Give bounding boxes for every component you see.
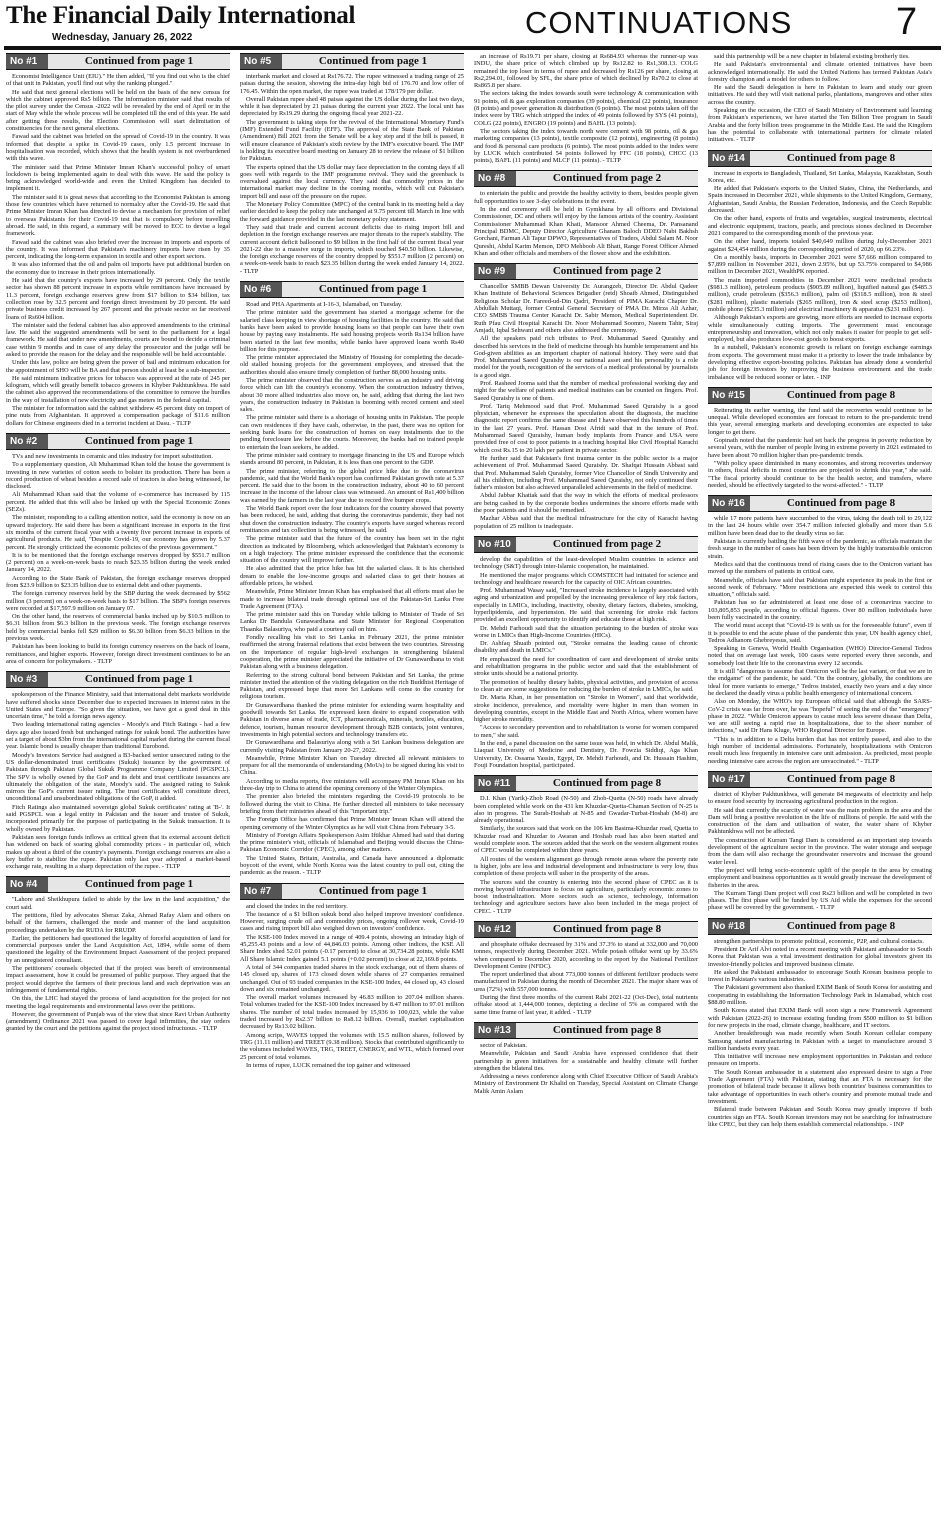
story-paragraph: In the end ceremony will be held in Gymkhana by all officers and Divisional Commissioner, DC and others will enjoy by the famous artists of the country. Assistant Commissioner Muhammad Khan Khati, Mansoor Ahmed Cheema, Dr. Pansanand Principal BDMC, Deputy Director Agriculture Ghanam Baloch DDEO Nabi Bakhsh Gorchani, Farman Ali Tapur DPWO, Representatives of Traders, Abdul Salam M. Noor Qureshi, Abdul Karim Memon, DFO Mehboob Ali Bhatt, Range Forest Officer Ahmed Khan and other officials and members of the flower show and the exhibition. <box>474 206 698 257</box>
story-number: No #1 <box>6 54 48 69</box>
story-paragraph: Economist Intelligence Unit (EIU)." He then added, "If you find out who is the chief of that unit in Pakistan, you'll find out why the ranking plunged." <box>6 73 230 88</box>
story <box>708 387 932 489</box>
story-paragraph: The experts opined that the US dollar may face depreciation in the coming days if all goes well with regards to the IMF programme revival. They said the greenback is overvalued against the local currency. They said that commodity prices in the international market may decline in the coming months, which will cut Pakistan's import bill and ease off the pressure on the rupee. <box>240 163 464 200</box>
column-4 <box>708 53 932 1525</box>
story-paragraph: Bilateral trade between Pakistan and South Korea may greatly improve if both countries sign an FTA. South Korean investors may not be searching for infrastructure like CPEC, but they can help them establish commercial relationships. - INP <box>708 1106 932 1128</box>
story-number: No #13 <box>474 1023 516 1038</box>
story-paragraph: The prime minister said there is a shortage of housing units in Pakistan. The people can own residences if they have cash, otherwise, in the past, there was no option for seeking bank loans for the construction of homes on easy instalments due to the pending foreclosure law before the courts. Moreover, the banks had no trained people to entertain the loan seekers, he added. <box>240 414 464 451</box>
story-paragraph: This initiative will increase new employment opportunities in Pakistan and reduce pressure on imports. <box>708 1053 932 1068</box>
story-number: No #8 <box>474 171 516 186</box>
story-paragraph: The South Korean ambassador in a statement also expressed desire to sign a Free Trade Agreement (FTA) with Pakistan, stating that an FTA is necessary for the promotion of bilateral trade because it allows both countries' business communities to take advantage of opportunities in each other's country and promote mutual trade and investment. <box>708 1068 932 1105</box>
story-paragraph: an increase of Rs19.71 per share, closing at Rs684.93 whereas the runner-up was INDU, the share price of which climbed up by Rs12.82 to Rs1,308.13. COLG remained the top loser in terms of rupee and decreased by Rs126 per share, closing at Rs2,294.01, followed by SFL, the share price of which declined by Rs70.2 to close at Rs865.8 per share. <box>474 53 698 90</box>
story-paragraph: He mentioned the major programs which COMSTECH had initiated for science and technology and healthcare research for the capacity of OIC African countries. <box>474 571 698 586</box>
story-paragraph: The report underlined that about 773,000 tonnes of different fertilizer products were manufactured in Pakistan during the month of December 2021. The major share was of urea (72%) with 557,000 tonnes. <box>474 971 698 993</box>
story-paragraph: He emphasized the need for coordination of care and development of stroke units and rehabilitation programs in the public sector and said that the establishment of stroke units should be a national priority. <box>474 655 698 678</box>
story-paragraph: According to the State Bank of Pakistan, the foreign exchange reserves dropped from $23.9 billion to $23.35 billion due to external debt and other payments. <box>6 574 230 589</box>
story-body <box>708 407 932 489</box>
story-paragraph: Meanwhile, officials have said that Pakistan might experience its peak in the first or second week of February. "More restrictions are expected this week to control this situation," officials said. <box>708 576 932 599</box>
story <box>708 771 932 912</box>
story-paragraph: During the first three months of the current Rabi 2021-22 (Oct-Dec), total nutrients offtake stood at 1,444,000 tonnes, depicting a decline of 5% as compared with the same time frame of last year, it added. - TLTP <box>474 994 698 1016</box>
story <box>474 921 698 1016</box>
story-paragraph: Among scrips, WAVES topped the volumes with 15.5 million shares, followed by TRG (11.11 million) and TREET (9.38 million). Stocks that contributed significantly to the volumes included WAVES, TRG, TREET, CNERGY, and WTL, which formed over 25 percent of total volumes. <box>240 1031 464 1061</box>
story-paragraph: Pakistan has been looking to build its foreign currency reserves on the back of loans, remittances, and higher exports. However, foreign direct investment continues to be an area of concern for policymakers. - TLTP <box>6 643 230 665</box>
story <box>240 281 464 877</box>
continued-from-label: Continued from page 8 <box>786 772 896 785</box>
page-number: 7 <box>896 1 918 43</box>
story-paragraph: The prime minister, referring to the global price hike due to the coronavirus pandemic, said that the World Bank's report has confirmed Pakistan growth rate at 5.37 percent. He said due to the boom in the construction industry, about 40 to 60 percent increase in the income of the labour class was witnessed. An amount of Rs1,400 billion was earned by the farmers in the last year due to record five bumper crops. <box>240 467 464 504</box>
story-paragraph: Meanwhile, Prime Minister Khan on Tuesday directed all relevant ministers to prepare for all the memoranda of understanding (MoUs) to be signed during his visit to China. <box>240 754 464 777</box>
story <box>6 433 230 665</box>
story-paragraph: Gopinath noted that the pandemic had set back the progress in poverty reduction by several years, with the number of people living in extreme poverty in 2021 estimated to have been about 70 million higher than pre-pandemic trends. <box>708 437 932 459</box>
story-paragraph: On the other hand, imports totaled $40,649 million during July-December 2021 against $24,454 million during the corresponding period of 2020, up 66.23%. <box>708 238 932 253</box>
story-paragraph: On a monthly basis, imports in December 2021 were $7,666 million compared to $7,899 million in November 2021, down 2.95%, but up 53.75% compared to $4,986 million in December 2021, WealthPK reported. <box>708 253 932 276</box>
story-paragraph: The government is taking steps for the revival of the International Monetary Fund's (IMF) Extended Fund Facility (EFF). The approval of the State Bank of Pakistan (Amendment) Bill 2021 from the Senate will be a key step and if the bill is passed, it will ensure clearance of Pakistan's sixth review by the IMF's executive board. The IMF is holding its executive board meeting on January 28 to review the release of $1 billion for Pakistan. <box>240 118 464 163</box>
story-paragraph: The construction of Kurram Tangi Dam is considered as an important step towards development of the agriculture sector in the province. The water storage and seepage from the dam will also recharge the groundwater reservoirs and increase the ground water level. <box>708 836 932 866</box>
story-body <box>6 73 230 427</box>
story-paragraph: "This is in addition to a Delta burden that has not entirely passed, and also to the high number of incidental admissions. Fortunately, hospitalizations with Omicron result much less frequently in intensive care unit admission. As predicted, most people needing intensive care across the region are unvaccinated." - TLTP <box>708 735 932 765</box>
story-header <box>708 495 932 512</box>
story-paragraph: The World Bank report over the four indicators for the country showed that poverty has been reduced, he said, adding that during the coronavirus pandemic, they had not shut down the construction industry. The country's exports have surged whereas record remittances and tax collection is being witnessed, he said. <box>240 505 464 534</box>
story-body <box>240 301 464 877</box>
continued-from-label: Continued from page 1 <box>84 55 194 67</box>
continued-from-label: Continued from page 8 <box>786 919 896 932</box>
masthead-rule <box>4 46 941 50</box>
story-paragraph: Fawad said the cabinet was also briefed over the increase in imports and exports of the country. It was informed that Pakistan's machinery imports have risen by 35 percent, indicating the long-term expansion in textile and other export sectors. <box>6 238 230 261</box>
story-paragraph: The minister for information said the cabinet withdrew 45 percent duty on import of pine nuts from Afghanistan. It approved a compensation package of $11.6 million dollars for Chinese engineers died in a terrorist incident at Dasu. - TLTP <box>6 405 230 427</box>
story-header <box>240 883 464 900</box>
story-paragraph: interbank market and closed at Rs176.72. The rupee witnessed a trading range of 25 paisas during the session, showing the intra-day high bid of 176.70 and low offer of 176.45. Within the open market, the rupee was traded at 178/179 per dollar. <box>240 73 464 95</box>
story-paragraph: However, the government of Punjab was of the view that since Ravi Urban Authority (amendment) Ordinance 2021 was passed to cover legal infirmities, the stay orders granted by the court and the petitions against the project stood infructuous. - TLTP <box>6 1010 230 1033</box>
story-number: No #15 <box>708 388 750 403</box>
story-body <box>474 190 698 257</box>
story-paragraph: On this, the LHC had stayed the process of land acquisition for the project for not meeting the legal requirements and environmental laws over the petitions. <box>6 995 230 1010</box>
story-paragraph: Speaking on the occasion, the CEO of Saudi Ministry of Environment said learning from Pakistan's experiences, we have started the Ten Billion Tree program in Saudi Arabia and the forty billion trees programme in the Middle East. He said the Kingdom has the potential to collaborate with international partners for climate related initiatives. - TLTP <box>708 107 932 144</box>
story-paragraph: In a nutshell, Pakistan's economic growth is reliant on foreign exchange earnings from exports. The government must make it a priority to lower the trade imbalance by developing effective export-boosting policies. Pakistan has already done a wonderful job for foreign investors by improving the business environment and the trade imbalance will be reduced sooner or later. - INP <box>708 344 932 381</box>
story-paragraph: He also admitted that the price hike has hit the salaried class. It is his cherished dream to enable the low-income groups and salaried class to get their houses at affordable prices, he wished. <box>240 565 464 587</box>
story-paragraph: The sectors taking the index towards north were cement with 98 points, oil & gas marketing companies (13 points), textile composite (12 points), engineering (8 points) and food & personal care products (6 points). The most points added to the index were by LUCK which contributed 54 points followed by FFC (18 points), CHCC (13 points), BAFL (11 points) and MLCF (11 points). - TLTP <box>474 127 698 165</box>
story-paragraph: The minister said it is great news that according to the Economist Pakistan is among those few countries which have returned to normalcy after the Covid-19. He said that Prime Minister Imran Khan has directed to devise a mechanism for provision of relief to overseas Pakistanis for their Covid-19 test that is compulsory before travelling abroad. He said, in this regard, a summary will be moved to ECC to devise a legal framework. <box>6 193 230 238</box>
story-paragraph: The prime minister said contrary to mortgage financing in the US and Europe which stands around 80 percent, in Pakistan, it is less than one percent to the GDP. <box>240 451 464 467</box>
story-paragraph: The prime minister observed that the construction serves as an industry and driving force which can lift the country's economy. When the construction industry thrives, about 30 more allied industries also move on, he said, adding that during the last two years, the construction industry in Pakistan is booming with record cement and steel sales. <box>240 376 464 414</box>
story-paragraph: Two leading international rating agencies - Moody's and Fitch Ratings - had a few days ago also issued fresh but unchanged ratings for sukuk bond. The authorities have set a target of about $3bn from the international capital market during the current fiscal year. Islamic bond is usually cheaper than traditional Eurobond. <box>6 721 230 751</box>
story-paragraph: Moody's Investors Service had assigned a B3-backed senior unsecured rating to the US dollar-denominated trust certificates (Sukuk) issuance by the government of Pakistan through Pakistan Global Sukuk Programme Company Limited (PGSPCL). The SPV is wholly owned by the GoP and its debt and trust certificate issuances are ultimately the obligation of the state, Moody's said. The assigned rating to Sukuk mirrors the GoP's current issuer rating. The trust certificates will constitute direct, unconditional and unsubordinated obligations of the GoP, it added. <box>6 751 230 803</box>
continued-from-label: Continued from page 8 <box>552 922 662 935</box>
story <box>474 775 698 915</box>
story-body <box>708 170 932 381</box>
story-paragraph: The Kurram Tangi Dam project will cost Rs23 billion and will be completed in two phases. The first phase will be funded by US Aid while the expenses for the second phase will be covered by the government. - TLTP <box>708 889 932 912</box>
story-number: No #10 <box>474 537 516 552</box>
story-paragraph: He said Pakistan's environmental and climate oriented initiatives have been acknowledged internationally. He said the United Nations has termed Pakistan Asia's forestry champion and a model for others to follow. <box>708 61 932 83</box>
story-paragraph: Ali Muhammad Khan said that the volume of e-commerce has increased by 115 percent. He added that this will also be linked up with the Special Economic Zones (SEZs). <box>6 491 230 514</box>
section-title: CONTINUATIONS <box>525 5 793 40</box>
continued-from-label: Continued from page 1 <box>318 884 428 897</box>
story-header <box>6 671 230 688</box>
story-paragraph: The issuance of a $1 billion sukuk bond also helped improve investors' confidence. However, surging crude oil and commodity prices, ongoing rollover week, Covid-19 cases and rising import bill also weighed down on investors' confidence. <box>240 910 464 933</box>
story-paragraph: increase in exports to Bangladesh, Thailand, Sri Lanka, Malaysia, Kazakhstan, South Korea, etc. <box>708 169 932 184</box>
story-paragraph: He said that currently the scarcity of water was the main problem in the area and the Dam will bring a positive revolution in the life of millions of people. He said with the construction of the dam and utilisation of water, the water share of Khyber Pakhtunkhwa will not be affected. <box>708 806 932 836</box>
story-paragraph: In terms of rupee, LUCK remained the top gainer and witnessed <box>246 1061 411 1069</box>
continued-from-label: Continued from page 1 <box>84 434 194 447</box>
story-paragraph: Dr. Maria Khan, in her presentation on "Stroke in Women", said that worldwide, stroke incidence, prevalence, and mortality were higher in men than women in developing countries, except in the Middle East and North Africa, where women have higher stroke mortality. <box>474 694 698 724</box>
story-paragraph: They said that trade and current account deficits due to rising import bill and depletion in the foreign exchange reserves are major threats to the rupee's stability. The current account deficit ballooned to $9 billion in the first half of the current fiscal year 2021-22 due to a massive surge in imports, which touched $40.50 billion. Likewise, the foreign exchange reserves of the country dropped by $551.7 million (2 percent) on a week-on-week basis to reach $23.35 billion during the week ended January 14, 2022. - TLTP <box>240 223 464 275</box>
column-1 <box>6 53 230 1525</box>
story-header <box>708 918 932 935</box>
story-paragraph: spokesperson of the Finance Ministry, said that international debt markets worldwide have suffered shocks since December due to expected increases in interest rates in the United States and Europe. "So given the situation, we have got a good deal in this uncertain time," he told a foreign news agency. <box>6 691 230 721</box>
story <box>708 150 932 381</box>
story-paragraph: and phosphate offtake decreased by 31% and 37.3% to stand at 332,000 and 70,000 tonnes, respectively during December 2021. While potash offtake went up by 33.6% when compared to December 2020, according to the report by the National Fertilizer Development Centre (NFDC). <box>474 940 698 970</box>
story-header <box>708 771 932 788</box>
continued-from-label: Continued from page 8 <box>552 777 662 790</box>
story-body <box>6 896 230 1032</box>
story-paragraph: Prof. Tariq Mehmood said that Prof. Muhammad Saeed Quraishy is a good physician, whenever he expresses the speculation about the diagnosis, the machine diagnostic report confirms the same disease and I have observed this hundreds of times in the last 27 years. Prof. Hassan Dost Afridi said that in the tenure of Prof. Muhammad Saeed Quraishy, human body implants from France and USA were provided free of cost to poor patients in a teaching hospital like Civil Hospital Karachi which cost Rs.15 to 20 lakh per patient in private sector. <box>474 402 698 454</box>
story-number: No #12 <box>474 922 516 937</box>
story <box>474 536 698 769</box>
story-paragraph: According to media reports, five ministers will accompany PM Imran Khan on his three-day trip to China to attend the opening ceremony of the Winter Olympics. <box>240 777 464 793</box>
continued-from-label: Continued from page 8 <box>786 388 896 401</box>
story-paragraph: It is to be mentioned that the foreign exchange reserves dropped by $551.7 million (2 percent) on a week-on-week basis to reach $23.35 billion during the week ended January 14, 2022. <box>6 551 230 574</box>
story-paragraph: The sources said the country is entering into the second phase of CPEC as it is moving beyond infrastructure to focus on agriculture, particularly economic zones to boost industrialization. More sectors such as science, technology, information technology and agriculture sectors have also been included in the mega project of CPEC. - TLTP <box>474 878 698 915</box>
story-paragraph: Road and PHA Apartments at I-16-3, Islamabad, on Tuesday. <box>246 301 403 309</box>
story-paragraph: while 17 more patients have succumbed to the virus, taking the death toll to 29,122 in the last 24 hours while over 354.7 million infected globally and more than 5.6 million have been dead due to the deadly virus so far. <box>708 515 932 537</box>
story-paragraph: He said minimum indicative prices for tobacco was approved at the rate of 245 per kilogram, which will greatly benefit tobacco growers in Khyber Pakhtunkhwa. He said the cabinet also approved the recommendations of the committee to remove the hurdles in the way of installation of new electricity and gas meters in the federal capital. <box>6 374 230 404</box>
story <box>474 53 698 164</box>
story-body <box>708 515 932 765</box>
masthead <box>0 0 945 46</box>
story-number: No #11 <box>474 776 516 791</box>
story <box>240 53 464 275</box>
story-paragraph: The overall market volumes increased by 46.83 million to 207.04 million shares. Total volumes traded for the KSE-100 Index increased by 8.47 million to 97.01 million shares. The number of total trades increased by 15,936 to 100,023, while the value traded increased by Rs2.37 billion to Rs8.12 billion. Overall, market capitalisation decreased by Rs13.02 billion. <box>240 994 464 1031</box>
story-body <box>708 938 932 1128</box>
story-paragraph: Prof. Muhammad Wasay said, "Increased stroke incidence is largely associated with aging and urbanization and propelled by the increasing prevalence of key risk factors, especially in LMICs, including, inactivity, obesity, dietary factors, diabetes, smoking, hyperlipidemia, and hypertension. He said that screening for stroke risk factors provided an excellent opportunity to identify and educate those at high risk. <box>474 587 698 624</box>
story-paragraph: The prime minister said that the future of the country has been set in the right direction as indicated by Bloomberg, which acknowledged that Pakistan's economy is on a high trajectory. The prime minister expressed the confidence that the economic situation of the country will improve further. <box>240 535 464 565</box>
story-paragraph: The minister, responding to a calling attention notice, said the economy is now on an upward trajectory. He said there has been a significant increase in exports in the first six months of the current fiscal year with a twenty five percent increase in exports of agricultural products. He said, "Despite Covid-19, our economy has grown by 5.37 percent. He strongly criticized the economic policies of the previous government." <box>6 514 230 551</box>
story-header <box>474 536 698 553</box>
story-paragraph: Pakistan has so far administered at least one dose of a coronavirus vaccine to 103,805,853 people, according to official figures. Over 80 million individuals have been fully vaccinated in the country. <box>708 599 932 621</box>
story-header <box>708 150 932 167</box>
story-body <box>474 795 698 915</box>
story-body <box>708 53 932 144</box>
story-number: No #9 <box>474 264 516 279</box>
story-paragraph: The sectors taking the index towards south were technology & communication with 91 points, oil & gas exploration companies (39 points), chemical (22 points), insurance (8 points) and power generation & distribution (6 points). The most points taken off the index were by TRG which stripped the index of 49 points followed by SYS (41 points), COLG (22 points), ENGRO (19 points) and BAHL (13 points). <box>474 90 698 127</box>
story-body <box>474 283 698 530</box>
story <box>474 263 698 530</box>
story <box>474 1022 698 1095</box>
story-paragraph: develop the capabilities of the least-developed Muslim countries in science and technology (S&T) through inter-Islamic cooperation, he maintained. <box>474 555 698 571</box>
story-paragraph: Addressing a news conference along with Chief Executive Officer of Saudi Arabia's Ministry of Environment Dr Khalid on Tuesday, Special Assistant on Climate Change Malik Amin Aslam <box>474 1073 698 1095</box>
story-paragraph: The world must accept that "Covid-19 is with us for the foreseeable future", even if it is possible to end the acute phase of the pandemic this year, UN health agency chief, Tedros Adhanom Ghebreyesus, said. <box>708 622 932 644</box>
story-number: No #7 <box>240 884 282 899</box>
story-paragraph: Dr Gunawardhana thanked the prime minister for extending warm hospitality and goodwill towards Sri Lanka. He expressed keen desire to expand cooperation with Pakistan in diverse areas of trade, ICT, pharmaceuticals, minerals, textiles, education, defence, tourism, human resource development through B2B contacts, joint ventures, investments in high potential sectors and technology transfers etc. <box>240 701 464 738</box>
story-body <box>240 73 464 275</box>
story-paragraph: The main imported commodities in December 2021 were medicinal products ($981.3 million), petroleum products ($905.89 million), liquified natural gas ($485.3 million), crude petroleum ($356.3 million), palm oil ($318.5 million), iron & steel ($281 million), plastic materials ($265 million), iron & steel scrap ($253 million), mobile phone ($235.3 million) and electrical machinery & apparatus ($231 million). <box>708 276 932 313</box>
story-paragraph: to entertain the public and provide the healthy activity to them, besides people given full opportunities to see 3-day celebrations in the event. <box>474 190 698 205</box>
story-paragraph: sector of Pakistan. <box>480 1041 528 1049</box>
story-paragraph: Fawad said the cabinet was briefed on the spread of Covid-19 in the country. It was informed that despite a spike in Covid-19 cases, only 1.5 percent increase in hospitalisation was recorded, which shows that the health system is not overburdened with this wave. <box>6 133 230 163</box>
story-paragraph: strengthen partnerships to promote political, economic, P2P, and cultural contacts. <box>714 937 924 945</box>
story-paragraph: Speaking in Geneva, World Health Organisation (WHO) Director-General Tedros noted that on average last week, 100 cases were reported every three seconds, and somebody lost their life to the coronavirus every 12 seconds. <box>708 645 932 667</box>
story-body <box>6 691 230 870</box>
story-paragraph: The KSE-100 Index moved in a range of 409.4 points, showing an intraday high of 45,255.43 points and a low of 44,846.03 points. Among other indices, the KSE All Share Index shed 52.01 points (-0.17 percent) to close at 30,734.28 points, while KMI All Share Islamic Index gained 5.1 points (+0.02 percent) to close at 22,169.8 points. <box>240 933 464 963</box>
story-body <box>6 453 230 665</box>
story-paragraph: Dr. Ashfaq Shuaib pointed out, "Stroke remains the leading cause of chronic disability and death in LMICs." <box>474 640 698 655</box>
story-paragraph: Medics said that the continuous trend of rising cases due to the Omicron variant has moved up the numbers of patients in critical care. <box>708 560 932 576</box>
story-paragraph: Meanwhile, Prime Minister Imran Khan has emphasised that all efforts must also be made to increase bilateral trade through optimal use of the Pakistan-Sri Lanka Free Trade Agreement (FTA). <box>240 588 464 610</box>
story-header <box>6 53 230 70</box>
story-paragraph: It is still "dangerous to assume that Omicron will be the last variant, or that we are in the endgame" of the pandemic, he said. "On the contrary, globally, the conditions are ideal for more variants to emerge," Tedros insisted, exactly two years and a day since he declared the deadly virus a public health emergency of international concern. <box>708 668 932 697</box>
story-number: No #6 <box>240 282 282 297</box>
story-paragraph: The foreign currency reserves held by the SBP during the week decreased by $562 million (3 percent) on a week-on-week basis to $17 billion. The SBP's foreign reserves were recorded at $17,597.9 million on January 07. <box>6 590 230 612</box>
story-paragraph: The United States, Britain, Australia, and Canada have announced a diplomatic boycott of the event, while North Korea was the latest country to pull out, citing the pandemic as the reason. - TLTP <box>240 854 464 877</box>
continued-from-label: Continued from page 1 <box>318 283 428 296</box>
story-body <box>474 941 698 1016</box>
story-paragraph: district of Khyber Pakhtunkhwa, will generate 84 megawatts of electricity and help to ensure food security by increasing agricultural production in the region. <box>708 790 932 806</box>
story-paragraph: He said the Saudi delegation is here in Pakistan to learn and study our green initiatives. He said they will visit national parks, plantations, mangroves and other sites across the country. <box>708 84 932 106</box>
story-header <box>6 876 230 893</box>
story <box>6 671 230 870</box>
story <box>6 876 230 1032</box>
continued-from-label: Continued from page 1 <box>318 55 428 67</box>
story-number: No #3 <box>6 672 48 687</box>
story-paragraph: The prime minister appreciated the Ministry of Housing for completing the decade-old stalled housing projects for the government employees, and stressed that the authorities should also ensure timely completion of further 88,000 housing units. <box>240 354 464 376</box>
story-paragraph: Earlier, the petitioners had questioned the legality of forceful acquisition of land for commercial purposes under the Land Acquisition Act, 1894, while some of them questioned the legality of the Environment Impact Assessment of the project prepared by an unregistered consultant. <box>6 934 230 964</box>
continued-from-label: Continued from page 1 <box>84 878 194 891</box>
story-header <box>240 281 464 298</box>
story-paragraph: It was also informed that the oil and palm oil imports have put additional burden on the economy due to increase in their prices internationally. <box>6 261 230 276</box>
story-paragraph: Pakistan sees foreign funds inflows as critical given that its external account deficit has widened on back of soaring global commodity prices - in particular oil, which makes up about a third of the country's payments. Foreign exchange reserves are also a key buffer to stabilize the rupee. Pakistan only last year adopted a market-based exchange rate, resulting in a sharp depreciation of the rupee. - TLTP <box>6 833 230 871</box>
story-paragraph: South Korea stated that EXIM Bank will soon sign a new Framework Agreement with Pakistan (2022-26) to increase existing funding from $500 million to $1 billion for new projects in the road, climate change, healthcare, and IT sectors. <box>708 1007 932 1029</box>
story-body <box>474 53 698 164</box>
story-paragraph: The petitions, filed by advocates Sheraz Zaka, Ahmad Rafay Alam and others on behalf of the farmers, challenged the mode and manner of the land acquisition proceedings undertaken by the RUDA for RRUDP. <box>6 911 230 934</box>
story-header <box>474 775 698 792</box>
story-paragraph: "Access to secondary prevention and to rehabilitation is worse for women compared to men," she said. <box>474 724 698 739</box>
story-paragraph: Pakistan is currently battling the fifth wave of the pandemic, as officials maintain the fresh surge in the number of cases has been driven by the highly transmissible omicron strain. <box>708 538 932 560</box>
story-paragraph: Referring to the strong cultural bond between Pakistan and Sri Lanka, the prime minister invited the attention of the visiting delegation on the rich Buddhist Heritage of Pakistan, and expressed hope that more Sri Lankans will come to the country for religious tourism. <box>240 671 464 701</box>
story-number: No #2 <box>6 434 48 449</box>
story-body <box>240 903 464 1070</box>
story-number: No #14 <box>708 151 750 166</box>
story <box>240 883 464 1070</box>
story-body <box>474 1042 698 1095</box>
story-body <box>708 791 932 912</box>
continued-from-label: Continued from page 1 <box>84 673 194 686</box>
story-paragraph: On the other hand, exports of fruits and vegetables, surgical instruments, electrical and electronic equipment, tractors, pearls, and precious stones declined in December 2021 compared to the corresponding month of the previous year. <box>708 215 932 237</box>
story-number: No #5 <box>240 54 282 69</box>
issue-date: Wednesday, January 26, 2022 <box>52 32 193 43</box>
story-paragraph: Under this law, police are being given the power of bail and minimum education for the appointment of SHO will be BA and that person should at least be a sub-inspector. <box>6 359 230 374</box>
story-paragraph: and closed the index in the red territory. <box>246 902 348 910</box>
story-paragraph: Reiterating its earlier warning, the fund said the recoveries would continue to be unequal. While developed economies are forecast to return to the pre-pandemic trend this year, several emerging markets and developing economies are expected to take longer to get there. <box>708 406 932 436</box>
story-paragraph: Meanwhile, Pakistan and Saudi Arabia have expressed confidence that their partnership in green initiatives for a sustainable and healthy climate will further strengthen the bilateral ties. <box>474 1050 698 1072</box>
story-paragraph: The premier also briefed the ministers regarding the Covid-19 protocols to be followed during the visit to China. He further directed all ministers to take necessary briefing from their ministries ahead of this "important trip." <box>240 793 464 815</box>
story-paragraph: Prof. Rasheed Jooma said that the number of medical professional working day and night for the welfare of patients and medical institutes can be counted on fingers. Prof. Saeed Quraishy is one of them. <box>474 379 698 402</box>
story <box>708 918 932 1128</box>
story-paragraph: He said that next general elections will be held on the basis of the new census for which the cabinet approved Rs5 billion. The information minister said that results of the pilot survey under the Census -2022 will be revealed by the end of April or in the start of May while the whole process will be completed till the end of this year. He said after getting these results, the Election Commission will start delimitation of constituencies for the next general elections. <box>6 88 230 133</box>
story-paragraph: TVs and new investments in ceramic and tiles industry for import substitution. <box>12 452 213 460</box>
story-paragraph: Dr Gunawardhana and Balasuriya along with a Sri Lankan business delegation are currently visiting Pakistan from January 20-27, 2022. <box>240 739 464 754</box>
continued-from-label: Continued from page 2 <box>552 172 662 185</box>
story-paragraph: Mazhar Abbas said that the medical infrastructure for the city of Karachi having population of 25 million is inadequate. <box>474 515 698 530</box>
continued-from-label: Continued from page 8 <box>786 497 896 510</box>
story-paragraph: The petitioners' counsels objected that if the project was bereft of environmental impact assessment, how it could be presumed of public purpose. They argued that the project would deprive the farmers of their precious land and such deprivation was an infringement of fundamental rights. <box>6 965 230 994</box>
story-paragraph: The prime minister said this on Tuesday while talking to Minister of Trade of Sri Lanka Dr Bandula Gunawardhana and State Minister for Regional Cooperation Thaanka Balasuriya, who paid a courtesy call on him. <box>240 611 464 633</box>
story <box>474 170 698 257</box>
story-paragraph: He further said that Pakistan's first trauma center in the public sector is a major achievement of Prof. Muhammad Saeed Quraishy. Dr. Shafqat Hussain Abbasi said that Prof. Muhammad Saleh Quraishy, former Vice Chancellor of Sindh University and all his children, including Prof. Muhammad Saeed Quraishy, not only continued their father's mission but also achieved unparalleled achievements in the field of medicine. <box>474 454 698 492</box>
story-header <box>474 921 698 938</box>
continued-from-label: Continued from page 8 <box>786 151 896 164</box>
story-header <box>708 387 932 404</box>
story-header <box>474 170 698 187</box>
story-paragraph: Although Pakistan's exports are growing, more efforts are needed to increase exports while simultaneously cutting imports. The government must encourage entrepreneurship and innovation, which not only makes it easier for people to get self-employed, but also produces low-cost goods to boost exports. <box>708 314 932 344</box>
story-paragraph: All routes of the western alignment go through remote areas where the poverty rate is higher, jobs are less and industrial development and infrastructure is very low, thus completion of these projects will usher in the prosperity of the areas. <box>474 855 698 878</box>
story-paragraph: "With policy space diminished in many economies, and strong recoveries underway in others, fiscal deficits in most countries are projected to shrink this year," she said. "The fiscal priority should continue to be the health sector, and transfers, where needed, should be effectively targeted to the worst-affected." - TLTP <box>708 459 932 489</box>
story-paragraph: The Pakistani government also thanked EXIM Bank of South Korea for assisting and cooperating in establishing the Information Technology Park in Islamabad, which cost $88.80 million. <box>708 984 932 1007</box>
story-paragraph: The project will bring socio-economic uplift of the people in the area by creating employment and business opportunities as it would greatly increase the development of fisheries in the area. <box>708 866 932 889</box>
story-paragraph: D.I. Khan (Yarik)-Zhob Road (N-50) and Zhob-Quetta (N-50) roads have already been completed while work on the 431 km Khuzdar-Quetta-Chaman Section of N-25 is also in progress. The Surab-Hoshab at N-85 and Gwadar-Turbat-Hoshab (M-8) are already operational. <box>474 795 698 825</box>
story-paragraph: President Dr Arif Alvi noted in a recent meeting with Pakistani ambassador to South Korea that Pakistan was a vital investment destination for global investors given its investor-friendly policies and improved business climate. <box>708 945 932 968</box>
story-paragraph: Overall Pakistan rupee shed 48 paisas against the US dollar during the last two days, while it has depreciated by 21 paisas during the current year 2022. The local unit has depreciated by Rs19.29 during the ongoing fiscal year 2021-22. <box>240 95 464 118</box>
story-paragraph: He said that the country's exports have increased by 29 percent. Only the textile sector has shown 88 percent increase in exports while remittances have increased by 11.3 percent, foreign exchange reserves grew from $17 billion to $34 billion, tax collection rose by 32.5 percent and foreign direct investment by 20 percent. He said private business credit increased by 267 percent and the private sector so far received loans of Rs604 billion. <box>6 277 230 321</box>
story-paragraph: To a supplementary question, Ali Muhammad Khan told the house the government is investing in new varieties of cotton seeds to bolster its production. There has been a record production of wheat besides a record sale of tractors is also being witnessed, he disclosed. <box>6 461 230 491</box>
story-paragraph: The minister said the federal cabinet has also approved amendments to the criminal law. He said the suggested amendments will be sent to the parliament for a legal framework. He said that under new amendments, courts are bound to decide a criminal case within 9 months and in case of any delay the prosecutor and the judge will be asked to provide the reason for the delay and the responsible will be held accountable. <box>6 321 230 358</box>
story-paragraph: On the other hand, the reserves of commercial banks inched up by $10.5 million to $6.31 billion from $6.3 billion in the previous week. The foreign exchange reserves held by commercial banks fell $29 million to $6.30 billion from $6.33 billion in the previous week. <box>6 613 230 643</box>
story-paragraph: Another breakthrough was made recently when South Korean cellular company Samsung started manufacturing in Pakistan with a target to manufacture around 3 million handsets every year. <box>708 1030 932 1052</box>
story-number: No #16 <box>708 496 750 511</box>
story <box>6 53 230 427</box>
continued-from-label: Continued from page 2 <box>552 537 662 550</box>
story-paragraph: A total of 344 companies traded shares in the stock exchange, out of them shares of 145 closed up, shares of 173 closed down while shares of 27 companies remained unchanged. Out of 93 traded companies in the KSE-100 Index, 44 closed up, 43 closed down and six remained unchanged. <box>240 963 464 993</box>
story-paragraph: The prime minister said the government has started a mortgage scheme for the salaried class keeping in view shortage of housing facilities in the country. He said that banks have been asked to provide housing loans so that people can have their own house by paying easy instalments. He said housing projects worth Rs134 billion have been started in the last few months, while banks have approved loans worth Rs40 billion for this purpose. <box>240 309 464 353</box>
story-paragraph: Chancellor SMBB Dewan University Dr. Aurangzeb, Director Dr. Abdul Qadeer Khan Institute of Behavioral Sciences Brigadier (retd) Shoaib Ahmed, Distinguished Religious Scholar Dr. Fareed-ud-Din Qadri, President of PIMA Karachi Chapter Dr. Abdullah Muttaqi, former Central General Secretary of PMA Dr. Mirza Ali Azhar, CEO SMBB Trauma Center Karachi Dr. Sabir Memon, Medical Superintendent Dr. Ruth Pfau Civil Hospital Karachi Dr. Noor Mohammad Soomro, Naeem Tahir, Siraj Amjadi, Iqbal Sehwani and others also addressed the ceremony. <box>474 283 698 334</box>
story-paragraph: The minister said that Prime Minister Imran Khan's successful policy of smart lockdown is being implemented again to deal with this wave. He said the policy is being acknowledged world-wide and even the United Kingdom has decided to implement it. <box>6 163 230 193</box>
story-paragraph: He added that Pakistan's exports to the United States, China, the Netherlands, and Spain increased in December 2021, while shipments to the United Kingdom, Germany, Afghanistan, Saudi Arabia, the Russian Federation, Indonesia, and the Czech Republic decreased. <box>708 185 932 215</box>
story-number: No #18 <box>708 919 750 934</box>
story-header <box>474 263 698 280</box>
story-body <box>474 556 698 769</box>
story-paragraph: "Lahore and Sheikhupura failed to abide by the law in the land acquisition," the court said. <box>6 896 230 911</box>
story-paragraph: In the end, a panel discussion on the same issue was held, in which Dr. Abdul Malik, Liaquat University of Medicine and Dentistry, Dr. Fowzia Siddiqi, Aga Khan University, Dr. Ossama Yassin, Egypt, Dr. Mehdi Farhoudi, and Dr. Hussain Hashim, Fouji Foundation hospital, participated. <box>474 740 698 769</box>
story-paragraph: Also on Monday, the WHO's top European official said that although the SARS-CoV-2 crisis was far from over, he was "hopeful" of seeing the end of the "emergency" phase in 2022. "While Omicron appears to cause much less severe disease than Delta, we are still seeing a rapid rise in hospitalizations, due to the sheer number of infections," said Dr Hans Kluge, WHO Regional Director for Europe. <box>708 698 932 735</box>
continued-from-label: Continued from page 8 <box>552 1023 662 1036</box>
story-paragraph: Fitch Ratings also maintained sovereign global Sukuk certificates' rating at 'B-'. It said PGSPCL was a legal entity in Pakistan and the issuer and trustee of Sukuk, incorporated primarily for the purpose of participating in the Sukuk transaction. It is wholly owned by Pakistan. <box>6 803 230 833</box>
story-paragraph: All the speakers paid rich tributes to Prof. Muhammad Saeed Quraishy and described his services in the field of medicine through his humble temperament and his God-given abilities as an important chapter of national history. They were said that Prof. Muhammad Saeed Quraishy is our national asset and his personality is a role model for the youth, recognition of the services of a medical professional by journalists is a good sign. <box>474 335 698 379</box>
story-paragraph: Abdul Jabbar Khattak said that the way in which the efforts of medical professors are being cashed in by the corporate bodies undermines the sincere efforts made with the poor patients and it should be remedied. <box>474 492 698 515</box>
story-paragraph: The promotion of healthy dietary habits, physical activities, and provision of access to clean air are some suggestions for reducing the burden of stroke in LMICs, he said. <box>474 678 698 693</box>
continued-from-label: Continued from page 2 <box>552 265 662 278</box>
story-paragraph: Similarly, the sources said that work on the 106 km Basima-Khuzdar road, Quetta to Khuzdar road and Khuzdar to Awaran and Hoshab road has also been started and would complete soon. The sources added that the work on the western alignment routes of CPEC would be completed within three years. <box>474 825 698 855</box>
story <box>708 53 932 144</box>
story-paragraph: Ministry of Foreign Affairs Spokesperson Asim Iftikhar Ahmed had said that during the prime minister's visit, officials of Islamabad and Beijing would discuss the China-Pakistan Economic Corridor (CPEC), among other matters. <box>240 831 464 854</box>
story-paragraph: The Monetary Policy Committee (MPC) of the central bank in its meeting held a day earlier decided to keep the policy rate unchanged at 9.75 percent till March in line with the forward guidance provided in the last monetary policy statement. <box>240 201 464 223</box>
story-paragraph: said this partnership will be a new chapter in bilateral existing brotherly ties. <box>714 53 910 60</box>
newspaper-title: The Financial Daily International <box>6 2 356 29</box>
story-header <box>240 53 464 70</box>
story-paragraph: Fondly recalling his visit to Sri Lanka in February 2021, the prime minister reaffirmed the strong fraternal relations that exist between the two countries. Stressing on the importance of regular high-level exchanges in strengthening bilateral cooperation, the prime minister appreciated the initiative of Dr Gunawardhana to visit Pakistan along with a business delegation. <box>240 634 464 671</box>
column-2 <box>240 53 464 1525</box>
story-paragraph: He asked the Pakistani ambassador to encourage South Korean business people to invest in Pakistan's various industries. <box>708 968 932 984</box>
story-number: No #4 <box>6 877 48 892</box>
story-header <box>474 1022 698 1039</box>
story-number: No #17 <box>708 772 750 787</box>
story-paragraph: Dr. Mehdi Farhoudi said that the situation pertaining to the burden of stroke was worse in LMICs than High-Income Countries (HICs). <box>474 624 698 639</box>
column-3 <box>474 53 698 1525</box>
story-paragraph: The Foreign Office has confirmed that Prime Minister Imran Khan will attend the opening ceremony of the Winter Olympics as he will visit China from February 3-5. <box>240 816 464 831</box>
story-header <box>6 433 230 450</box>
story <box>708 495 932 765</box>
